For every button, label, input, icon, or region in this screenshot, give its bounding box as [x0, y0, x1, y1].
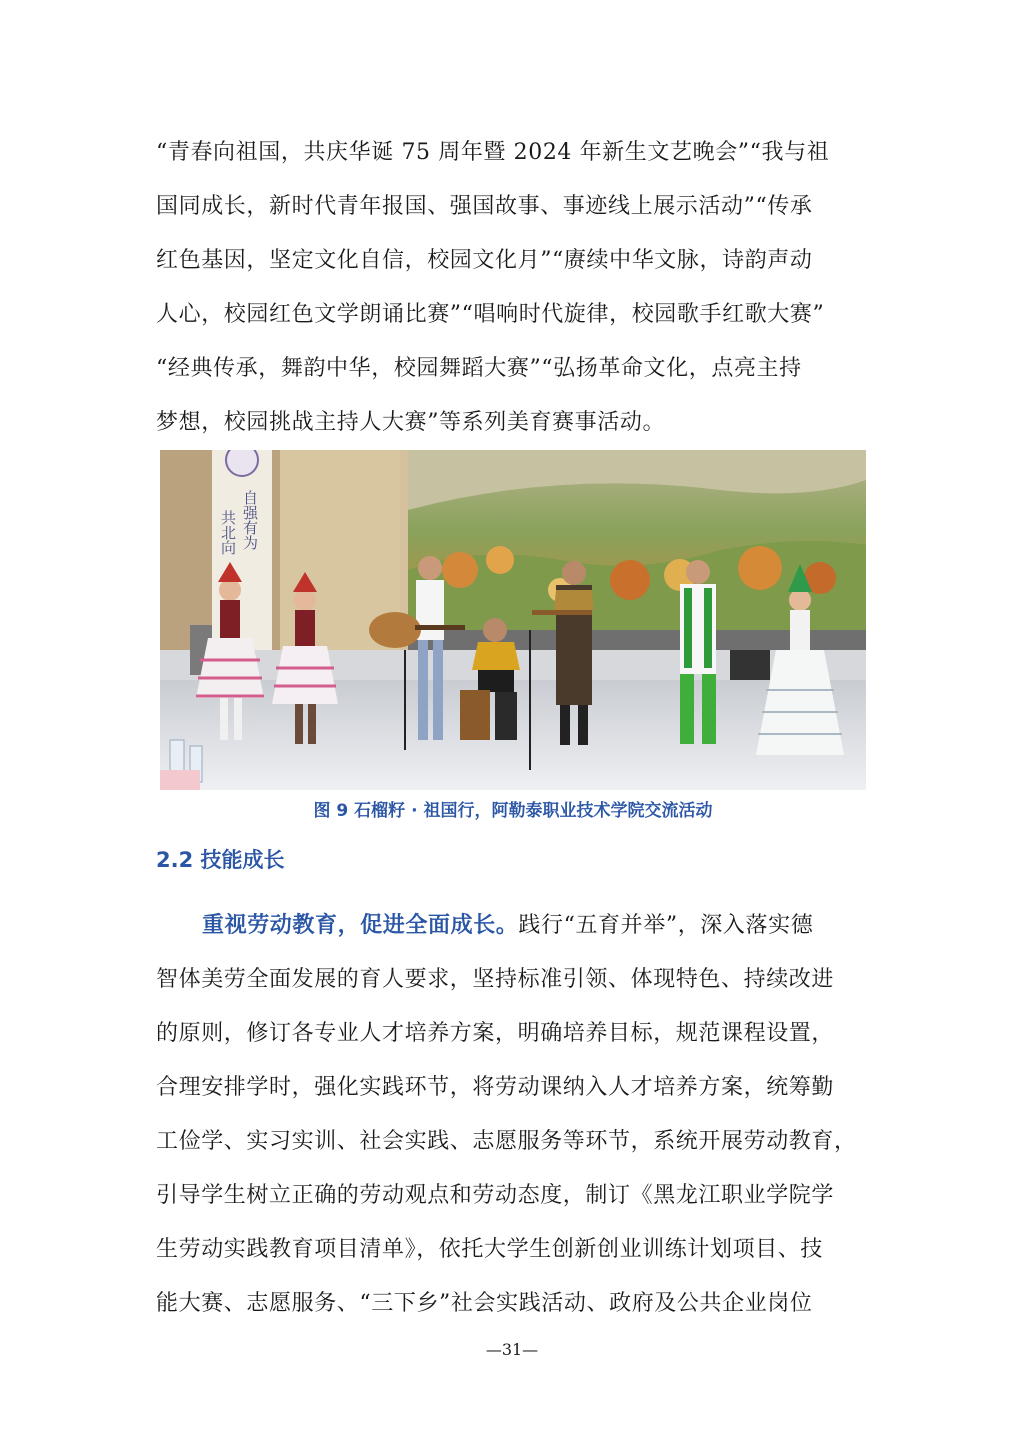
- text-line: 人心，校园红色文学朗诵比赛”“唱响时代旋律，校园歌手红歌大赛”: [156, 302, 825, 327]
- wall-slogan-2: 共北向: [219, 510, 237, 555]
- text-line: 梦想，校园挑战主持人大赛”等系列美育赛事活动。: [156, 410, 666, 435]
- figure-caption: 图 9 石榴籽 · 祖国行，阿勒泰职业技术学院交流活动: [313, 801, 713, 821]
- wall-slogan-1: 自强有为: [241, 490, 259, 550]
- text-line: 能大赛、志愿服务、“三下乡”社会实践活动、政府及公共企业岗位: [156, 1291, 813, 1316]
- text-line: 合理安排学时，强化实践环节，将劳动课纳入人才培养方案，统筹勤: [156, 1075, 835, 1100]
- text-line: “青春向祖国，共庆华诞 75 周年暨 2024 年新生文艺晚会”“我与祖: [156, 140, 830, 165]
- text-line: 工俭学、实习实训、社会实践、志愿服务等环节，系统开展劳动教育，: [156, 1129, 857, 1154]
- text-line: 的原则，修订各专业人才培养方案，明确培养目标，规范课程设置，: [156, 1021, 835, 1046]
- text-line: 国同成长，新时代青年报国、强国故事、事迹线上展示活动”“传承: [156, 194, 813, 219]
- text-line: 生劳动实践教育项目清单》，依托大学生创新创业训练计划项目、技: [156, 1237, 824, 1262]
- text-line: 红色基因，坚定文化自信，校园文化月”“赓续中华文脉，诗韵声动: [156, 248, 813, 273]
- text-line: 智体美劳全面发展的育人要求，坚持标准引领、体现特色、持续改进: [156, 967, 835, 992]
- paragraph-lead-rest: 践行“五育并举”，深入落实德: [518, 913, 814, 938]
- paragraph-labor-education: [156, 898, 868, 1331]
- section-heading: 2.2 技能成长: [156, 848, 285, 872]
- text-line: “经典传承，舞韵中华，校园舞蹈大赛”“弘扬革命文化，点亮主持: [156, 356, 802, 381]
- performance-photo: [160, 450, 866, 790]
- text-line: [156, 898, 868, 953]
- paragraph-art-events: [156, 126, 868, 450]
- paragraph-lead: 重视劳动教育，促进全面成长。: [202, 912, 519, 938]
- text-line: 引导学生树立正确的劳动观点和劳动态度，制订《黑龙江职业学院学: [156, 1183, 835, 1208]
- page-number: —31—: [485, 1340, 539, 1359]
